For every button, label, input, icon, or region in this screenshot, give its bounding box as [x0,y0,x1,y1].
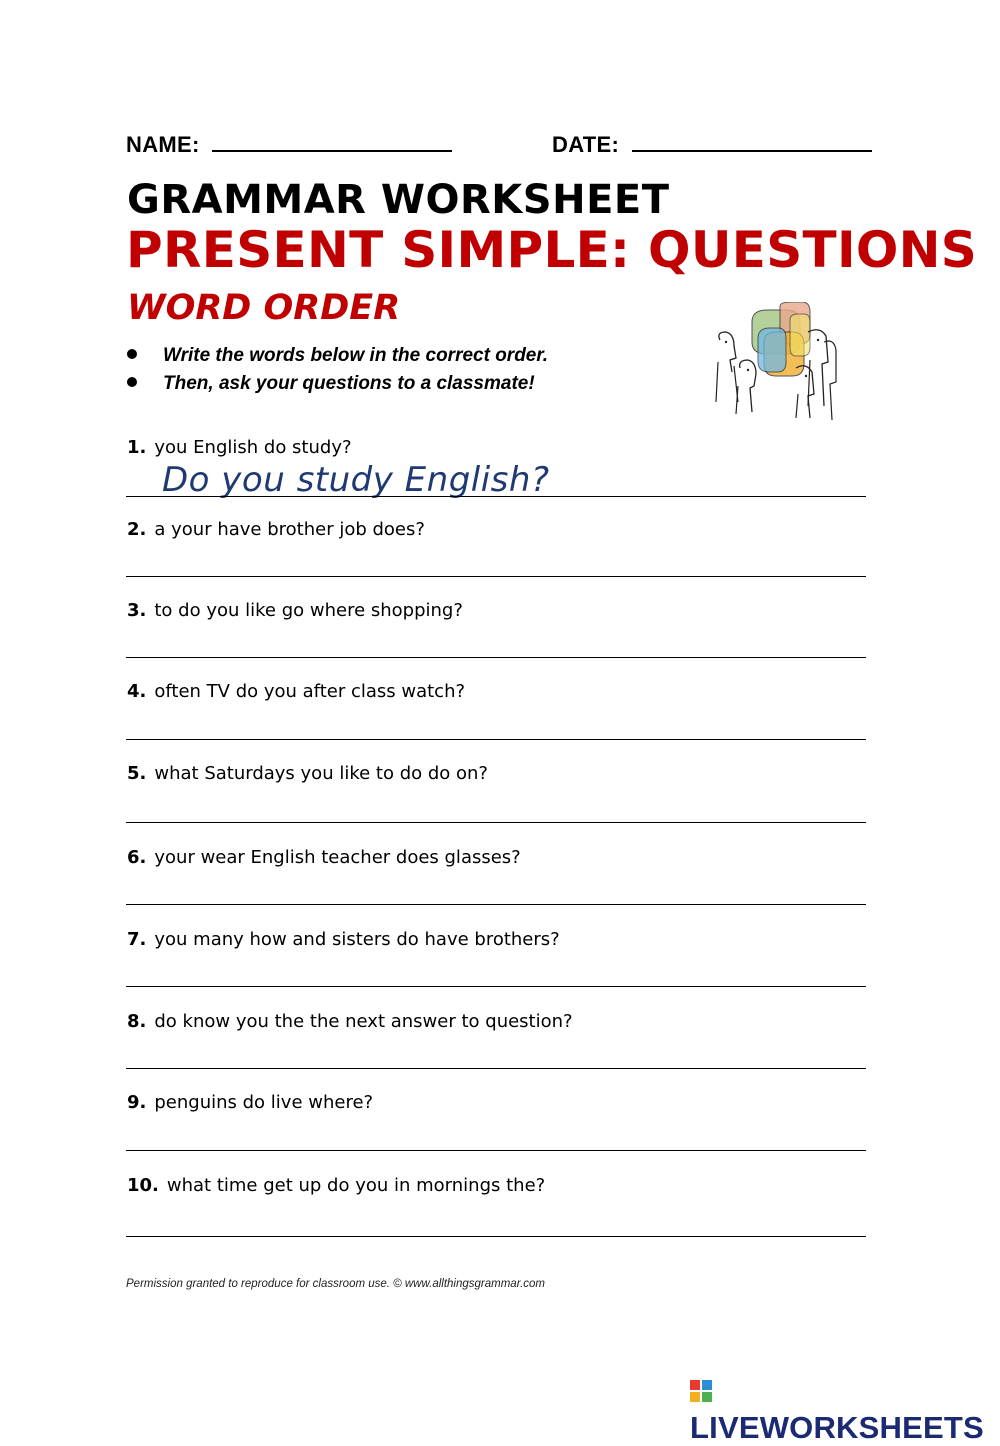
logo-text: LIVEWORKSHEETS [690,1410,984,1445]
date-field[interactable] [552,130,872,158]
logo-blocks-icon [690,1380,712,1402]
bullet-icon [127,349,137,359]
answer-line-7[interactable] [126,986,866,987]
liveworksheets-logo[interactable] [690,1374,1000,1446]
date-blank[interactable] [632,130,872,152]
worksheet-subtopic: WORD ORDER [127,288,401,328]
answer-line-1[interactable] [126,496,866,497]
question-2: 2. a your have brother job does? [127,519,425,540]
question-9: 9. penguins do live where? [127,1092,374,1113]
people-talking-illustration [712,302,842,422]
example-answer[interactable]: Do you study English? [162,460,550,500]
logo-block [690,1392,700,1402]
bullet-icon [127,377,137,387]
answer-line-5[interactable] [126,822,866,823]
answer-line-8[interactable] [126,1068,866,1069]
date-label: DATE: [552,132,620,157]
question-5: 5. what Saturdays you like to do do on? [127,763,488,784]
copyright-footer: Permission granted to reproduce for classroom use. © www.allthingsgrammar.com [126,1278,546,1290]
question-6: 6. your wear English teacher does glasses? [127,847,521,868]
answer-line-6[interactable] [126,904,866,905]
instruction-1: Write the words below in the correct order. [127,345,548,367]
answer-line-4[interactable] [126,739,866,740]
answer-line-9[interactable] [126,1150,866,1151]
name-label: NAME: [126,132,200,157]
question-8: 8. do know you the the next answer to question? [127,1011,573,1032]
worksheet-topic: PRESENT SIMPLE: QUESTIONS [126,221,978,279]
worksheet-title: GRAMMAR WORKSHEET [127,177,670,223]
question-1: 1. you English do study? [127,437,352,458]
instruction-2: Then, ask your questions to a classmate! [127,373,535,395]
question-7: 7. you many how and sisters do have brothers? [127,929,560,950]
name-field[interactable] [126,130,452,158]
answer-line-10[interactable] [126,1236,866,1237]
logo-block [690,1380,700,1390]
logo-block [702,1392,712,1402]
name-blank[interactable] [212,130,452,152]
question-4: 4. often TV do you after class watch? [127,681,466,702]
logo-block [702,1380,712,1390]
question-3: 3. to do you like go where shopping? [127,600,463,621]
answer-line-2[interactable] [126,576,866,577]
question-10: 10. what time get up do you in mornings the? [127,1175,546,1196]
answer-line-3[interactable] [126,657,866,658]
